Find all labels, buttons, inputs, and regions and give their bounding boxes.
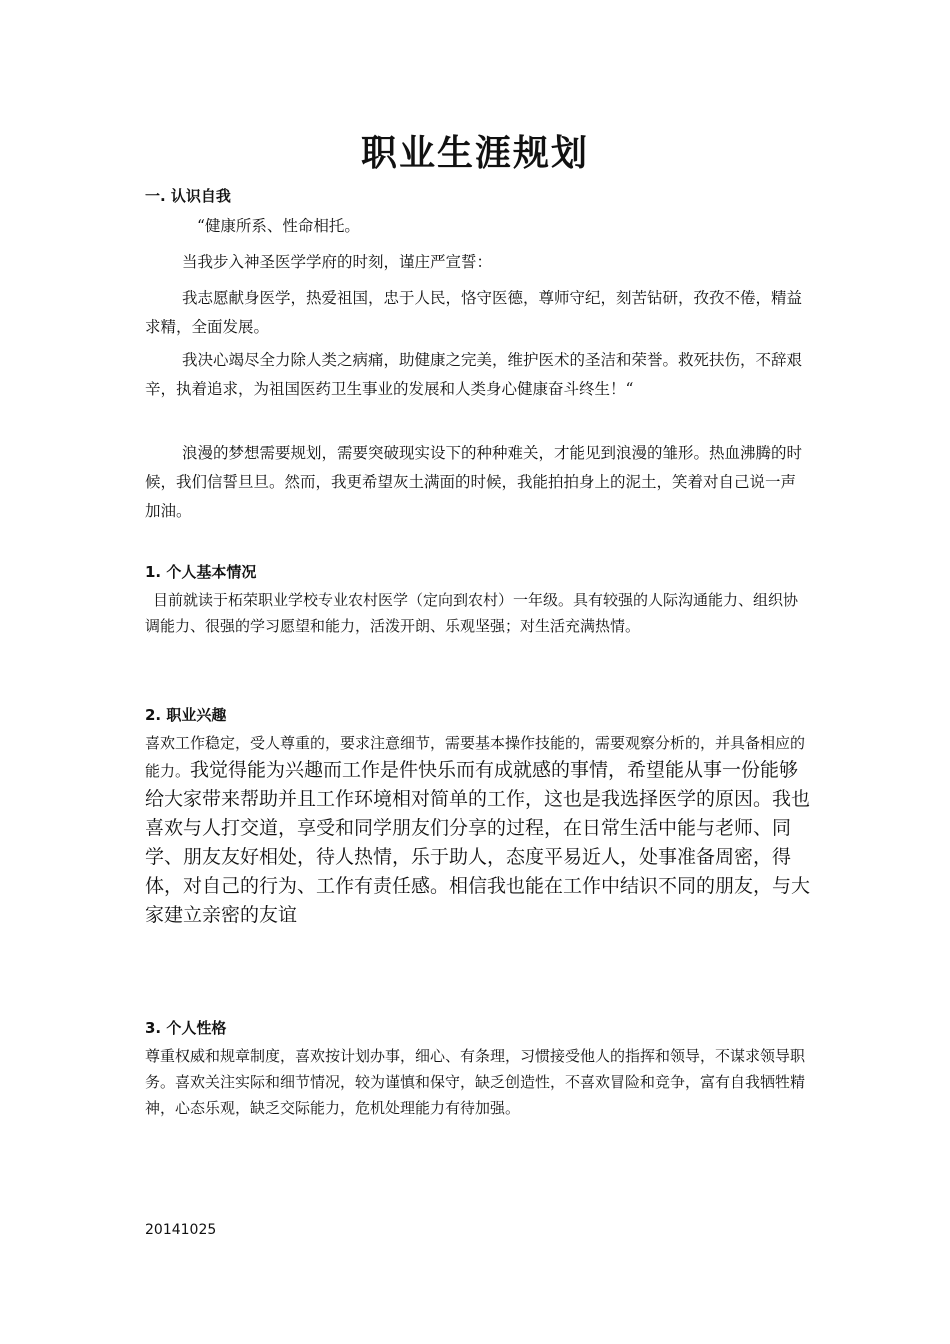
paragraph-dream: 浪漫的梦想需要规划，需要突破现实设下的种种难关，才能见到浪漫的雏形。热血沸腾的时候，我们信誓旦旦。然而，我更希望灰土满面的时候，我能拍拍身上的泥土，笑着对自己说一声加油。 <box>145 444 803 520</box>
paragraph-oath-vow: 我志愿献身医学，热爱祖国，忠于人民，恪守医德，尊师守纪，刻苦钻研，孜孜不倦，精益求精，全面发展。 <box>145 289 803 336</box>
interest-text-large: 我觉得能为兴趣而工作是件快乐而有成就感的事情，希望能从事一份能够给大家带来帮助并且工作环境相对简单的工作，这也是我选择医学的原因。我也喜欢与人打交道，享受和同学朋友们分享的过程，在日常生活中能与老师、同学、朋友友好相处，待人热情，乐于助人，态度平易近人，处事准备周密，得体，对自己的行为、工作有责任感。相信我也能在工作中结识不同的朋友，与大家建立亲密的友谊 <box>145 759 811 926</box>
interest-text-small: 喜欢工作稳定，受人尊重的，要求注意细节，需要基本操作技能的，需要观察分析的，并具备相应的能力。 <box>145 734 806 780</box>
section-heading-interest: 2. 职业兴趣 <box>145 706 227 724</box>
section-heading-personality: 3. 个人性格 <box>145 1019 227 1037</box>
paragraph-personality: 尊重权威和规章制度，喜欢按计划办事，细心、有条理，习惯接受他人的指挥和领导，不谋求领导职务。喜欢关注实际和细节情况，较为谨慎和保守，缺乏创造性，不喜欢冒险和竞争，富有自我牺牲精神，心态乐观，缺乏交际能力，危机处理能力有待加强。 <box>145 1047 806 1117</box>
paragraph-oath-resolve: 我决心竭尽全力除人类之病痛，助健康之完美，维护医术的圣洁和荣誉。救死扶伤，不辞艰辛，执着追求，为祖国医药卫生事业的发展和人类身心健康奋斗终生！“ <box>145 351 803 398</box>
document-title: 职业生涯规划 <box>360 133 589 174</box>
paragraph-oath-opening: “健康所系、性命相托。 <box>197 217 360 235</box>
section-heading-self-knowledge: 一. 认识自我 <box>145 187 231 205</box>
footer-date: 20141025 <box>145 1222 217 1238</box>
paragraph-oath-intro: 当我步入神圣医学学府的时刻，谨庄严宣誓： <box>182 253 493 271</box>
paragraph-basic-info: 目前就读于柘荣职业学校专业农村医学（定向到农村）一年级。具有较强的人际沟通能力、组织协调能力、很强的学习愿望和能力，活泼开朗、乐观坚强；对生活充满热情。 <box>145 591 799 635</box>
paragraph-interest <box>145 730 810 930</box>
section-heading-basic-info: 1. 个人基本情况 <box>145 563 257 581</box>
